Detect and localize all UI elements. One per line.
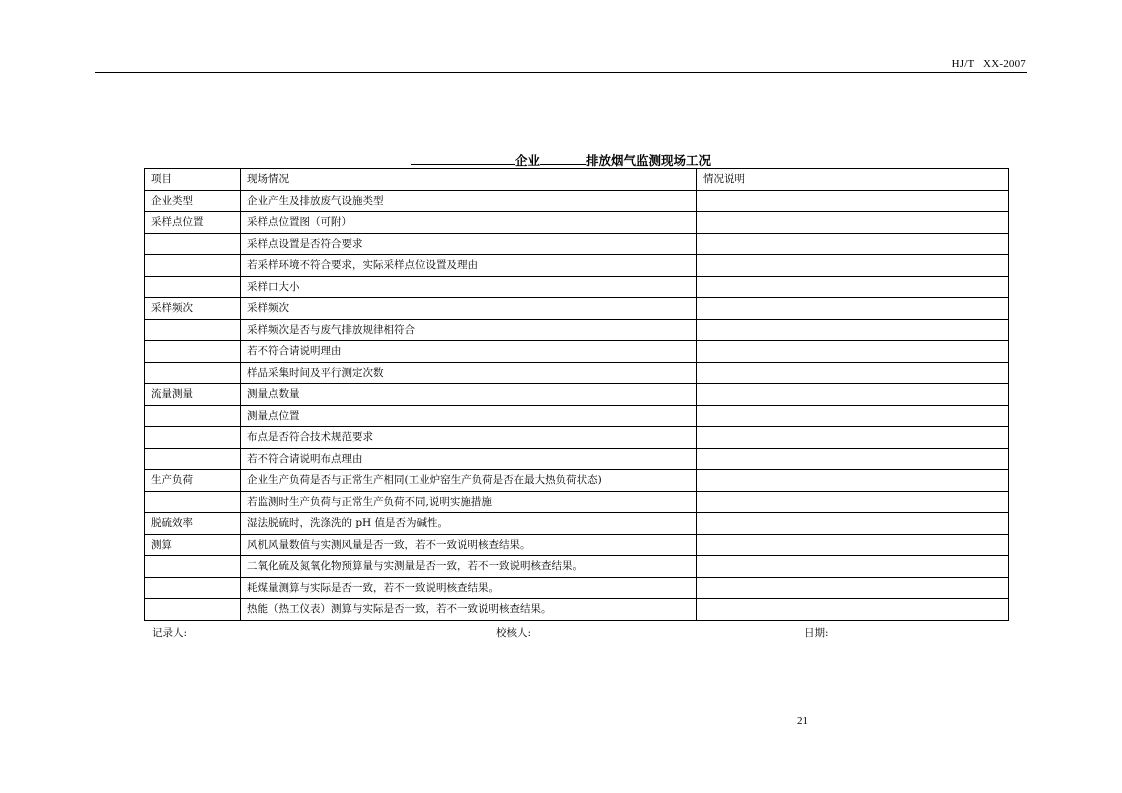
cell-situation: 采样口大小 xyxy=(241,276,697,298)
table-row xyxy=(145,556,1009,578)
cell-situation: 风机风量数值与实测风量是否一致，若不一致说明核查结果。 xyxy=(241,534,697,556)
cell-item xyxy=(145,577,241,599)
cell-item xyxy=(145,276,241,298)
cell-item xyxy=(145,427,241,449)
cell-situation: 二氧化硫及氮氧化物预算量与实测量是否一致，若不一致说明核查结果。 xyxy=(241,556,697,578)
table-row xyxy=(145,212,1009,234)
cell-item: 脱硫效率 xyxy=(145,513,241,535)
column-header-item: 项目 xyxy=(145,169,241,191)
form-title-part1: 企业 xyxy=(514,153,540,168)
table-row xyxy=(145,599,1009,621)
cell-situation: 布点是否符合技术规范要求 xyxy=(241,427,697,449)
site-conditions-table xyxy=(144,168,1009,621)
cell-situation: 若监测时生产负荷与正常生产负荷不同,说明实施措施 xyxy=(241,491,697,513)
cell-note[interactable] xyxy=(697,427,1009,449)
cell-item: 流量测量 xyxy=(145,384,241,406)
cell-note[interactable] xyxy=(697,384,1009,406)
cell-situation: 测量点位置 xyxy=(241,405,697,427)
table-row xyxy=(145,513,1009,535)
table-row xyxy=(145,276,1009,298)
cell-note[interactable] xyxy=(697,276,1009,298)
table-row xyxy=(145,448,1009,470)
cell-note[interactable] xyxy=(697,341,1009,363)
cell-item: 生产负荷 xyxy=(145,470,241,492)
cell-item xyxy=(145,341,241,363)
cell-note[interactable] xyxy=(697,513,1009,535)
table-row xyxy=(145,534,1009,556)
recorder-label: 记录人: xyxy=(152,627,188,639)
cell-item xyxy=(145,405,241,427)
cell-item: 企业类型 xyxy=(145,190,241,212)
cell-note[interactable] xyxy=(697,233,1009,255)
cell-situation: 热能（热工仪表）测算与实际是否一致，若不一致说明核查结果。 xyxy=(241,599,697,621)
cell-note[interactable] xyxy=(697,491,1009,513)
type-blank xyxy=(540,152,586,165)
table-row xyxy=(145,577,1009,599)
cell-item xyxy=(145,233,241,255)
table-row xyxy=(145,470,1009,492)
table-row xyxy=(145,384,1009,406)
cell-note[interactable] xyxy=(697,405,1009,427)
standard-code: HJ/T XX-2007 xyxy=(951,58,1026,70)
reviewer-label: 校核人: xyxy=(496,627,532,639)
cell-note[interactable] xyxy=(697,362,1009,384)
header-rule xyxy=(95,72,1027,73)
cell-note[interactable] xyxy=(697,470,1009,492)
cell-situation: 企业生产负荷是否与正常生产相同(工业炉窑生产负荷是否在最大热负荷状态) xyxy=(241,470,697,492)
form-title xyxy=(0,151,1122,169)
cell-situation: 湿法脱硫时，洗涤洗的 pH 值是否为碱性。 xyxy=(241,513,697,535)
cell-situation: 采样频次是否与废气排放规律相符合 xyxy=(241,319,697,341)
table-row xyxy=(145,319,1009,341)
cell-situation: 若不符合请说明布点理由 xyxy=(241,448,697,470)
cell-note[interactable] xyxy=(697,577,1009,599)
page-number: 21 xyxy=(797,715,808,727)
cell-item xyxy=(145,255,241,277)
cell-item: 采样点位置 xyxy=(145,212,241,234)
cell-item: 采样频次 xyxy=(145,298,241,320)
cell-note[interactable] xyxy=(697,534,1009,556)
cell-item xyxy=(145,319,241,341)
cell-situation: 样品采集时间及平行测定次数 xyxy=(241,362,697,384)
table-header-row xyxy=(145,169,1009,191)
cell-note[interactable] xyxy=(697,212,1009,234)
cell-situation: 企业产生及排放废气设施类型 xyxy=(241,190,697,212)
cell-situation: 采样点设置是否符合要求 xyxy=(241,233,697,255)
cell-situation: 若不符合请说明理由 xyxy=(241,341,697,363)
cell-situation: 若采样环境不符合要求，实际采样点位设置及理由 xyxy=(241,255,697,277)
date-label: 日期: xyxy=(804,627,829,639)
table-row xyxy=(145,362,1009,384)
cell-note[interactable] xyxy=(697,599,1009,621)
cell-note[interactable] xyxy=(697,319,1009,341)
table-row xyxy=(145,190,1009,212)
cell-situation: 采样点位置图（可附） xyxy=(241,212,697,234)
cell-situation: 测量点数量 xyxy=(241,384,697,406)
cell-situation: 耗煤量测算与实际是否一致，若不一致说明核查结果。 xyxy=(241,577,697,599)
cell-note[interactable] xyxy=(697,448,1009,470)
column-header-note: 情况说明 xyxy=(697,169,1009,191)
cell-item xyxy=(145,362,241,384)
cell-note[interactable] xyxy=(697,298,1009,320)
table-row xyxy=(145,298,1009,320)
cell-note[interactable] xyxy=(697,190,1009,212)
enterprise-name-blank xyxy=(411,152,515,165)
table-row xyxy=(145,233,1009,255)
cell-item xyxy=(145,491,241,513)
cell-item xyxy=(145,556,241,578)
cell-item: 测算 xyxy=(145,534,241,556)
table-row xyxy=(145,341,1009,363)
table-row xyxy=(145,427,1009,449)
cell-item xyxy=(145,599,241,621)
table-row xyxy=(145,405,1009,427)
cell-note[interactable] xyxy=(697,556,1009,578)
cell-note[interactable] xyxy=(697,255,1009,277)
cell-item xyxy=(145,448,241,470)
table-row xyxy=(145,491,1009,513)
cell-situation: 采样频次 xyxy=(241,298,697,320)
form-title-part2: 排放烟气监测现场工况 xyxy=(586,153,712,168)
column-header-situation: 现场情况 xyxy=(241,169,697,191)
table-row xyxy=(145,255,1009,277)
